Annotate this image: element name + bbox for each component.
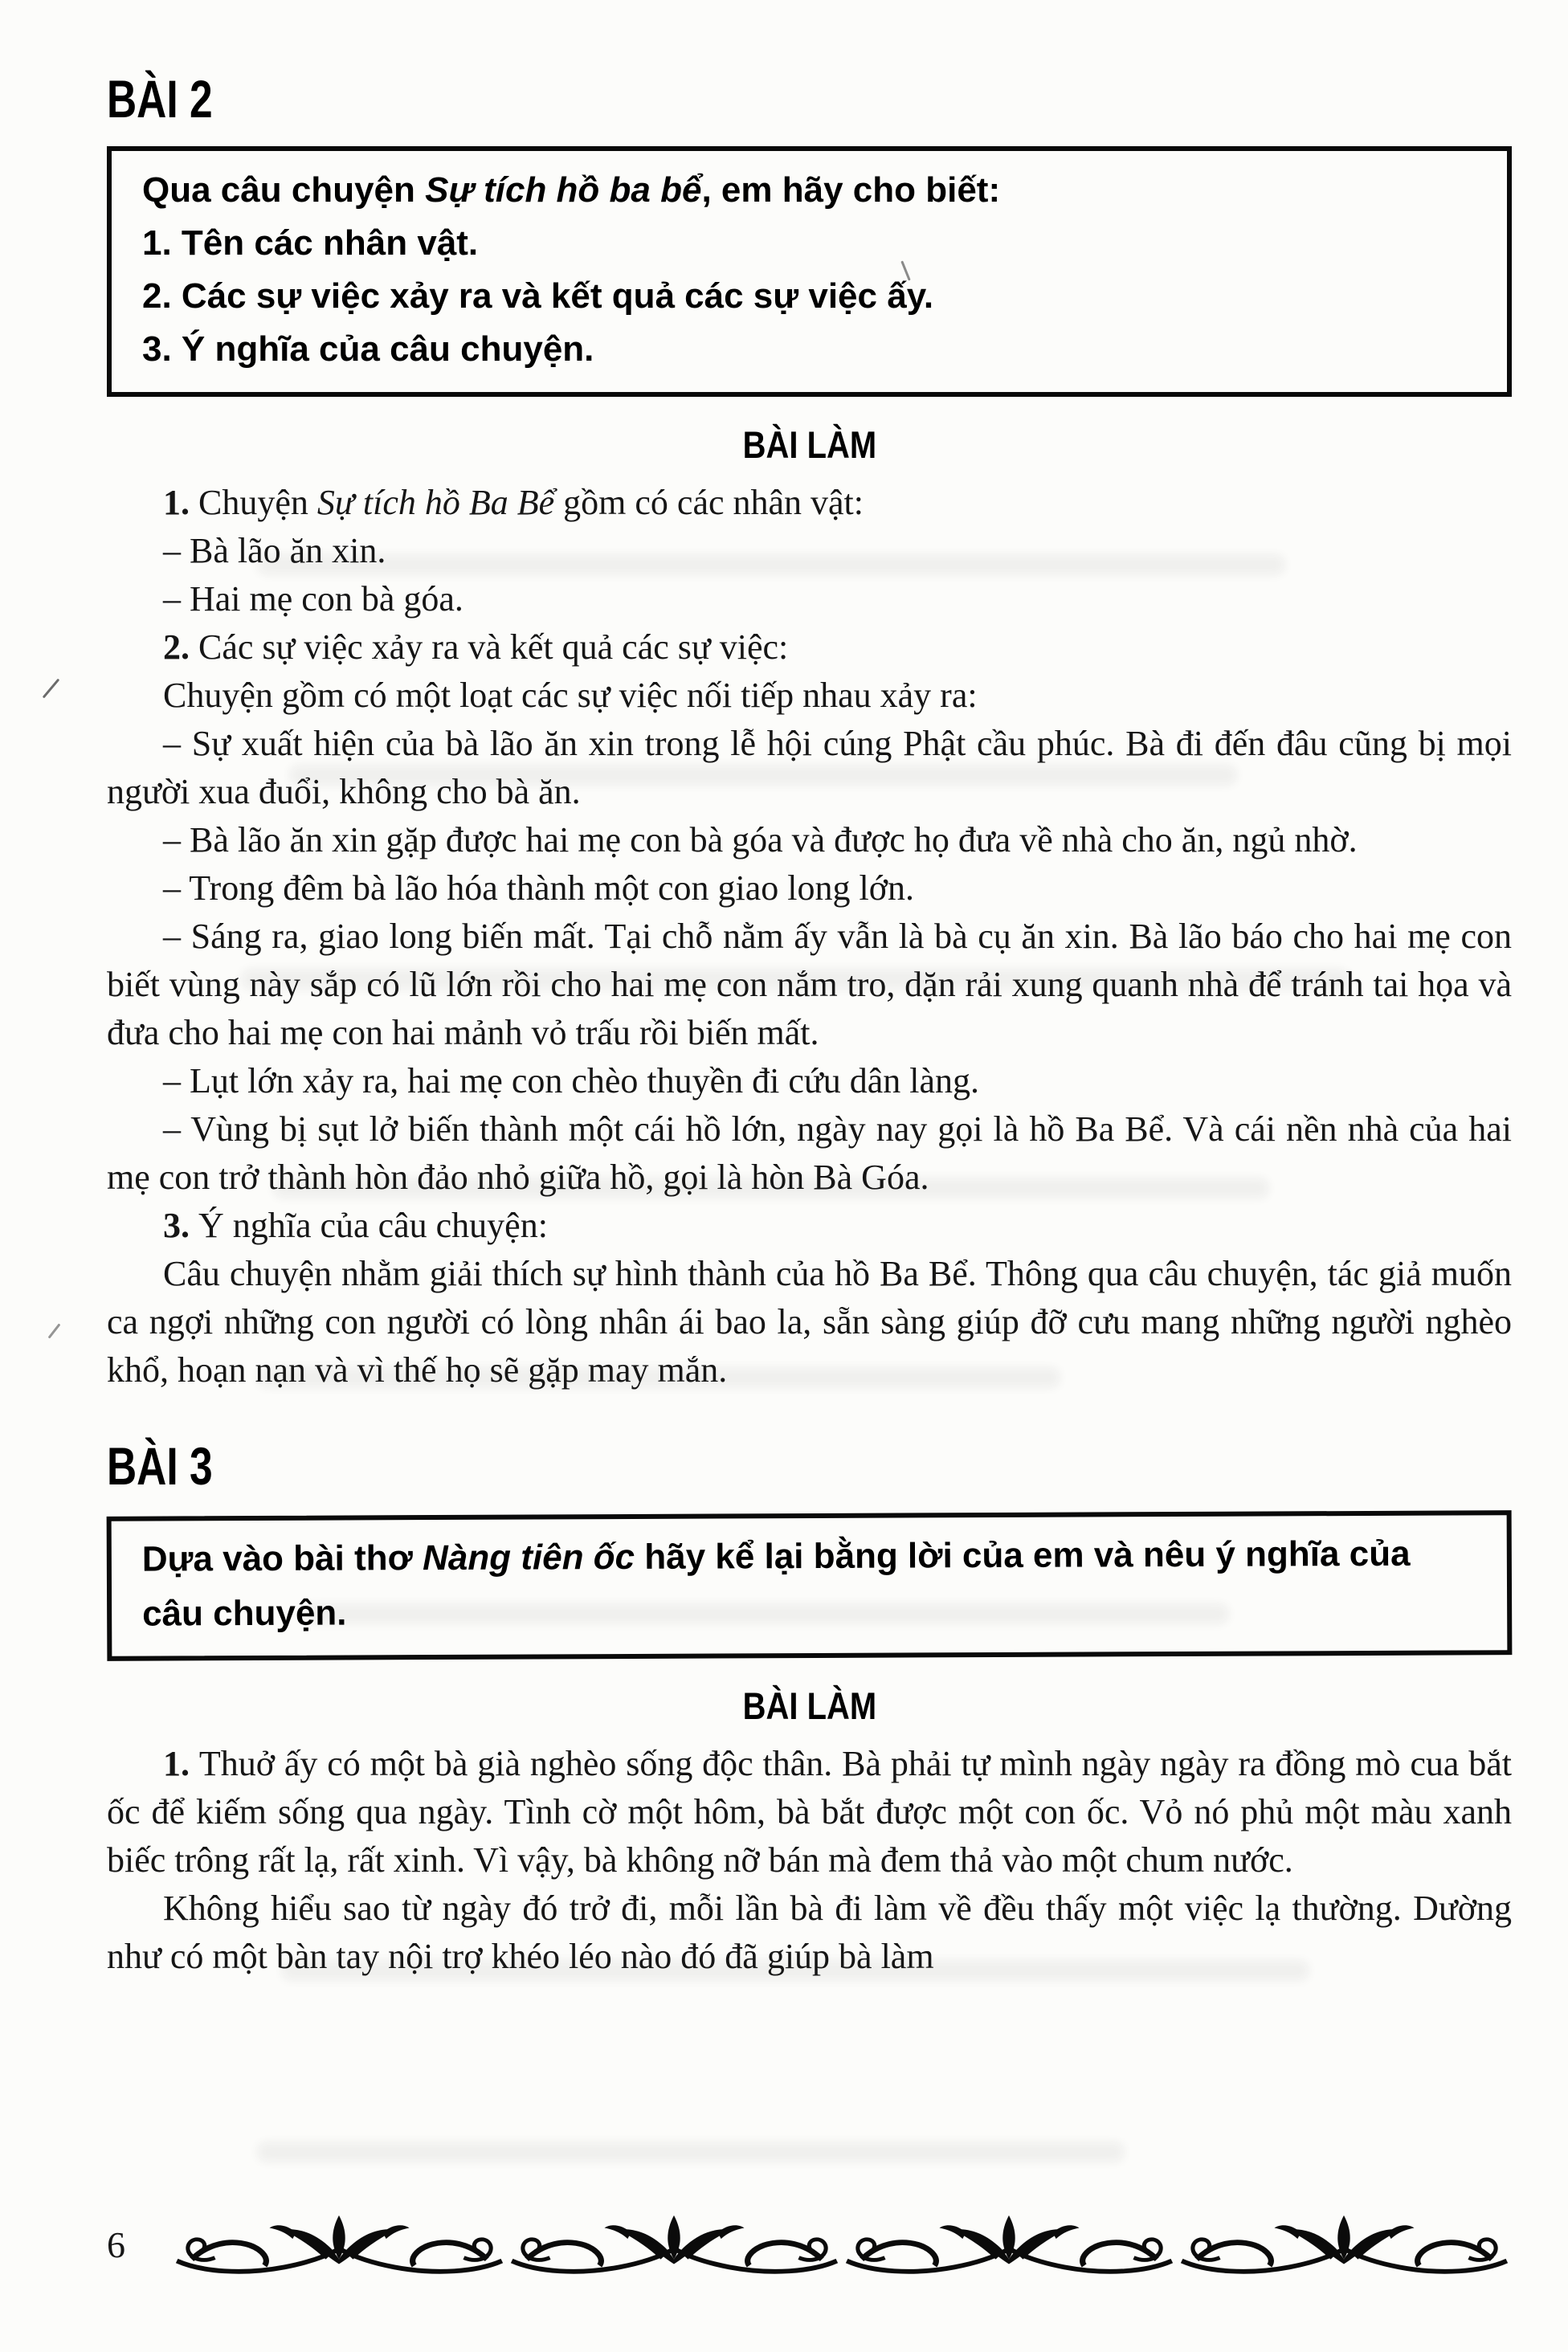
lesson-heading-bai3 <box>107 1438 1512 1494</box>
text-run: – Hai mẹ con bà góa. <box>163 579 463 619</box>
bai-lam-heading-2 <box>107 1685 1512 1727</box>
question-box-bai3 <box>107 1510 1513 1661</box>
text-run: , em hãy cho biết: <box>701 170 1001 210</box>
bai-lam-heading <box>107 424 1512 466</box>
paragraph <box>107 864 1512 913</box>
bai-lam-heading-2-text: BÀI LÀM <box>742 1684 876 1727</box>
page-number: 6 <box>107 2224 125 2265</box>
paragraph <box>107 816 1512 864</box>
text-run: – Trong đêm bà lão hóa thành một con giao long lớn. <box>163 868 914 908</box>
text-run: Chuyện gồm có một loạt các sự việc nối tiếp nhau xảy ra: <box>163 676 978 715</box>
question-box-bai2 <box>107 146 1512 397</box>
text-run: – Sự xuất hiện của bà lão ăn xin trong lễ hội cúng Phật cầu phúc. Bà đi đến đâu cũng bị mọi người xua đuổi, không cho bà ăn. <box>107 724 1512 811</box>
question-intro <box>142 164 1478 217</box>
paragraph <box>107 1202 1512 1250</box>
paragraph <box>107 720 1512 816</box>
footer-ornament <box>172 2211 1512 2280</box>
bleed-through-smudge <box>257 2142 1125 2162</box>
paragraph <box>107 1057 1512 1105</box>
text-run: Các sự việc xảy ra và kết quả các sự việc: <box>198 627 789 667</box>
question-item-3: 3. Ý nghĩa của câu chuyện. <box>142 329 594 369</box>
text-run: Không hiểu sao từ ngày đó trở đi, mỗi lần bà đi làm về đều thấy một việc lạ thường. Dường như có một bàn tay nội trợ khéo léo nào đó đã giúp bà làm <box>107 1889 1512 1976</box>
scan-artifact <box>48 1323 61 1338</box>
text-run: gồm có các nhân vật: <box>554 483 864 522</box>
answer-bai2 <box>107 479 1512 1394</box>
text-run: – Vùng bị sụt lở biến thành một cái hồ lớn, ngày nay gọi là hồ Ba Bể. Và cái nền nhà của hai mẹ con trở thành hòn đảo nhỏ giữa hồ, gọi là hòn Bà Góa. <box>107 1109 1512 1197</box>
text-run: Sự tích hồ ba bể <box>425 170 702 210</box>
text-run: Ý nghĩa của câu chuyện: <box>198 1206 548 1245</box>
question-text <box>142 1526 1479 1641</box>
text-run: 3. <box>163 1206 198 1245</box>
text-run: – Bà lão ăn xin gặp được hai mẹ con bà góa và được họ đưa về nhà cho ăn, ngủ nhờ. <box>163 820 1358 860</box>
bai-lam-heading-text: BÀI LÀM <box>742 423 876 466</box>
text-run: – Bà lão ăn xin. <box>163 531 386 570</box>
lesson-heading-bai2-text: BÀI 2 <box>107 69 213 129</box>
answer-bai3 <box>107 1740 1512 1981</box>
page-footer <box>107 2211 1512 2280</box>
text-run: 2. <box>163 627 198 667</box>
text-run: – Sáng ra, giao long biến mất. Tại chỗ nằm ấy vẫn là bà cụ ăn xin. Bà lão báo cho hai mẹ con biết vùng này sắp có lũ lớn rồi cho hai mẹ con nắm tro, dặn rải xung quanh nhà để tránh tai họa và đưa cho hai mẹ con hai mảnh vỏ trấu rồi biến mất. <box>107 917 1512 1052</box>
text-run: Thuở ấy có một bà già nghèo sống độc thân. Bà phải tự mình ngày ngày ra đồng mò cua bắt ốc để kiếm sống qua ngày. Tình cờ một hôm, bà bắt được một con ốc. Vỏ nó phủ một màu xanh biếc trông rất lạ, rất xinh. Vì vậy, bà không nỡ bán mà đem thả vào một chum nước. <box>107 1744 1512 1880</box>
text-run: Dựa vào bài thơ <box>141 1538 423 1579</box>
question-item-1: 1. Tên các nhân vật. <box>142 223 479 263</box>
text-run: Nàng tiên ốc <box>422 1537 635 1578</box>
scan-artifact <box>43 679 60 699</box>
paragraph <box>107 1105 1512 1202</box>
text-run: 1. <box>163 1744 199 1783</box>
text-run: 1. <box>163 483 198 522</box>
text-run: – Lụt lớn xảy ra, hai mẹ con chèo thuyền đi cứu dân làng. <box>163 1061 980 1100</box>
paragraph <box>107 575 1512 623</box>
paragraph <box>107 1884 1512 1981</box>
text-run: Câu chuyện nhằm giải thích sự hình thành của hồ Ba Bể. Thông qua câu chuyện, tác giả muốn ca ngợi những con người có lòng nhân ái bao la, sẵn sàng giúp đỡ cưu mang những người nghèo khổ, hoạn nạn và vì thế họ sẽ gặp may mắn. <box>107 1254 1512 1390</box>
lesson-heading-bai3-text: BÀI 3 <box>107 1436 213 1496</box>
paragraph <box>107 672 1512 720</box>
paragraph <box>107 623 1512 672</box>
paragraph <box>107 479 1512 527</box>
text-run: hãy kể lại bằng lời của em và nêu ý nghĩa của câu chuyện. <box>142 1533 1411 1634</box>
lesson-heading-bai2 <box>107 71 1512 127</box>
paragraph <box>107 913 1512 1057</box>
page-content <box>107 71 1512 1981</box>
paragraph <box>107 1740 1512 1884</box>
question-item-2: 2. Các sự việc xảy ra và kết quả các sự việc ấy. <box>142 276 934 316</box>
paragraph <box>107 527 1512 575</box>
paragraph <box>107 1250 1512 1394</box>
text-run: Chuyện <box>198 483 317 522</box>
text-run: Sự tích hồ Ba Bể <box>316 483 555 522</box>
text-run: Qua câu chuyện <box>142 170 426 210</box>
